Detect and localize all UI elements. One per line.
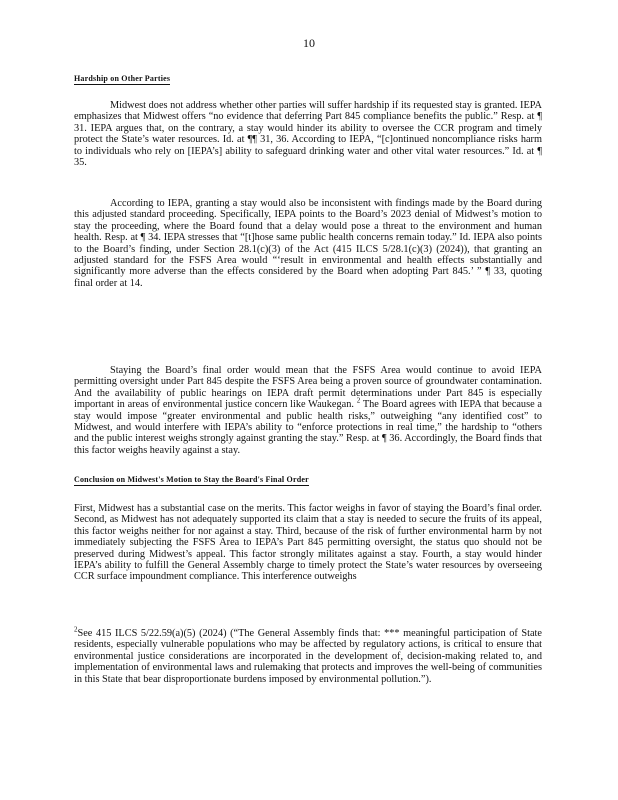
page-number: 10: [303, 36, 315, 50]
footnote: [74, 625, 542, 685]
paragraph-conclusion: First, Midwest has a substantial case on the merits. This factor weighs in favor of staying the Board’s final order. Second, as Midwest has not adequately supported its claim that a stay is needed to secure the fruits of its appeal, this factor weighs neither for nor against a stay. Third, because of the risk of further environmental harm by not immediately subjecting the FSFS Area to IEPA’s Part 845 permitting oversight, the status quo should not be preserved during Midwest’s appeal. This factor strongly militates against a stay. Fourth, a stay would hinder IEPA’s ability to fulfill the General Assembly charge to timely protect the State’s water resources by overseeing CCR surface impoundment compliance. This interference outweighs: [74, 503, 542, 583]
paragraph-hardship-2: According to IEPA, granting a stay would also be inconsistent with findings made by the Board during this adjusted standard proceeding. Specifically, IEPA points to the Board’s 2023 denial of Midwest’s motion to stay the proceeding, where the Board found that a delay would pose a threat to the environment and human health. Resp. at ¶ 34. IEPA stresses that “[t]hose same public health concerns remain today.” Id. IEPA also points to the Board’s finding, under Section 28.1(c)(3) of the Act (415 ILCS 5/28.1(c)(3) (2024)), that granting an adjusted standard for the FSFS Area would “‘result in environmental and health effects substantially and significantly more adverse than the effects considered by the Board when adopting Part 845.’ ” ¶ 33, quoting final order at 14.: [74, 198, 542, 289]
paragraph-hardship-3-conclusion: The Board agrees with IEPA that because a stay would impose “greater environmental and public health risks,” outweighing “any identified cost” to Midwest, and would interfere with IEPA’s ability to “enforce protections in real time,” the hardship to “others and the public interest weighs strongly against granting the stay.” Resp. at ¶ 36. Accordingly, the Board finds that this factor weighs heavily against a stay.: [74, 399, 543, 456]
footnote-marker: 2: [356, 396, 361, 405]
heading-hardship: Hardship on Other Parties: [74, 74, 171, 83]
footnote-text: See 415 ILCS 5/22.59(a)(5) (2024) (“The General Assembly finds that: *** meaningful participation of State residents, especially vulnerable populations who may be affected by regulatory actions, is critical to ensure that environmental justice considerations are incorporated in the development of, decision-making related to, and implementation of environmental laws and rulemaking that protects and improves the well-being of communities in this State that bear disproportionate burdens imposed by environmental pollution.”).: [74, 628, 542, 685]
paragraph-hardship-3: [74, 365, 542, 456]
paragraph-hardship-1: Midwest does not address whether other parties will suffer hardship if its requested stay is granted. IEPA emphasizes that Midwest offers “no evidence that deferring Part 845 compliance benefits the public.” Resp. at ¶ 31. IEPA argues that, on the contrary, a stay would hinder its ability to oversee the CCR program and timely protect the State’s water resources. Id. at ¶¶ 31, 36. According to IEPA, “[c]ontinued noncompliance risks harm to individuals who rely on [IEPA’s] ability to safeguard drinking water and other vital water resources.” Id. at ¶ 35.: [74, 100, 542, 169]
footnote-number: 2: [74, 625, 78, 634]
paragraph-hardship-3-text: Staying the Board’s final order would mean that the FSFS Area would continue to avoid IEPA permitting oversight under Part 845 despite the FSFS Area being a proven source of groundwater contamination. And the availability of public hearings on IEPA draft permit determinations under Part 845 is especially important in areas of environmental justice concern like Waukegan.: [74, 365, 542, 411]
heading-conclusion: Conclusion on Midwest's Motion to Stay the Board's Final Order: [74, 475, 309, 484]
